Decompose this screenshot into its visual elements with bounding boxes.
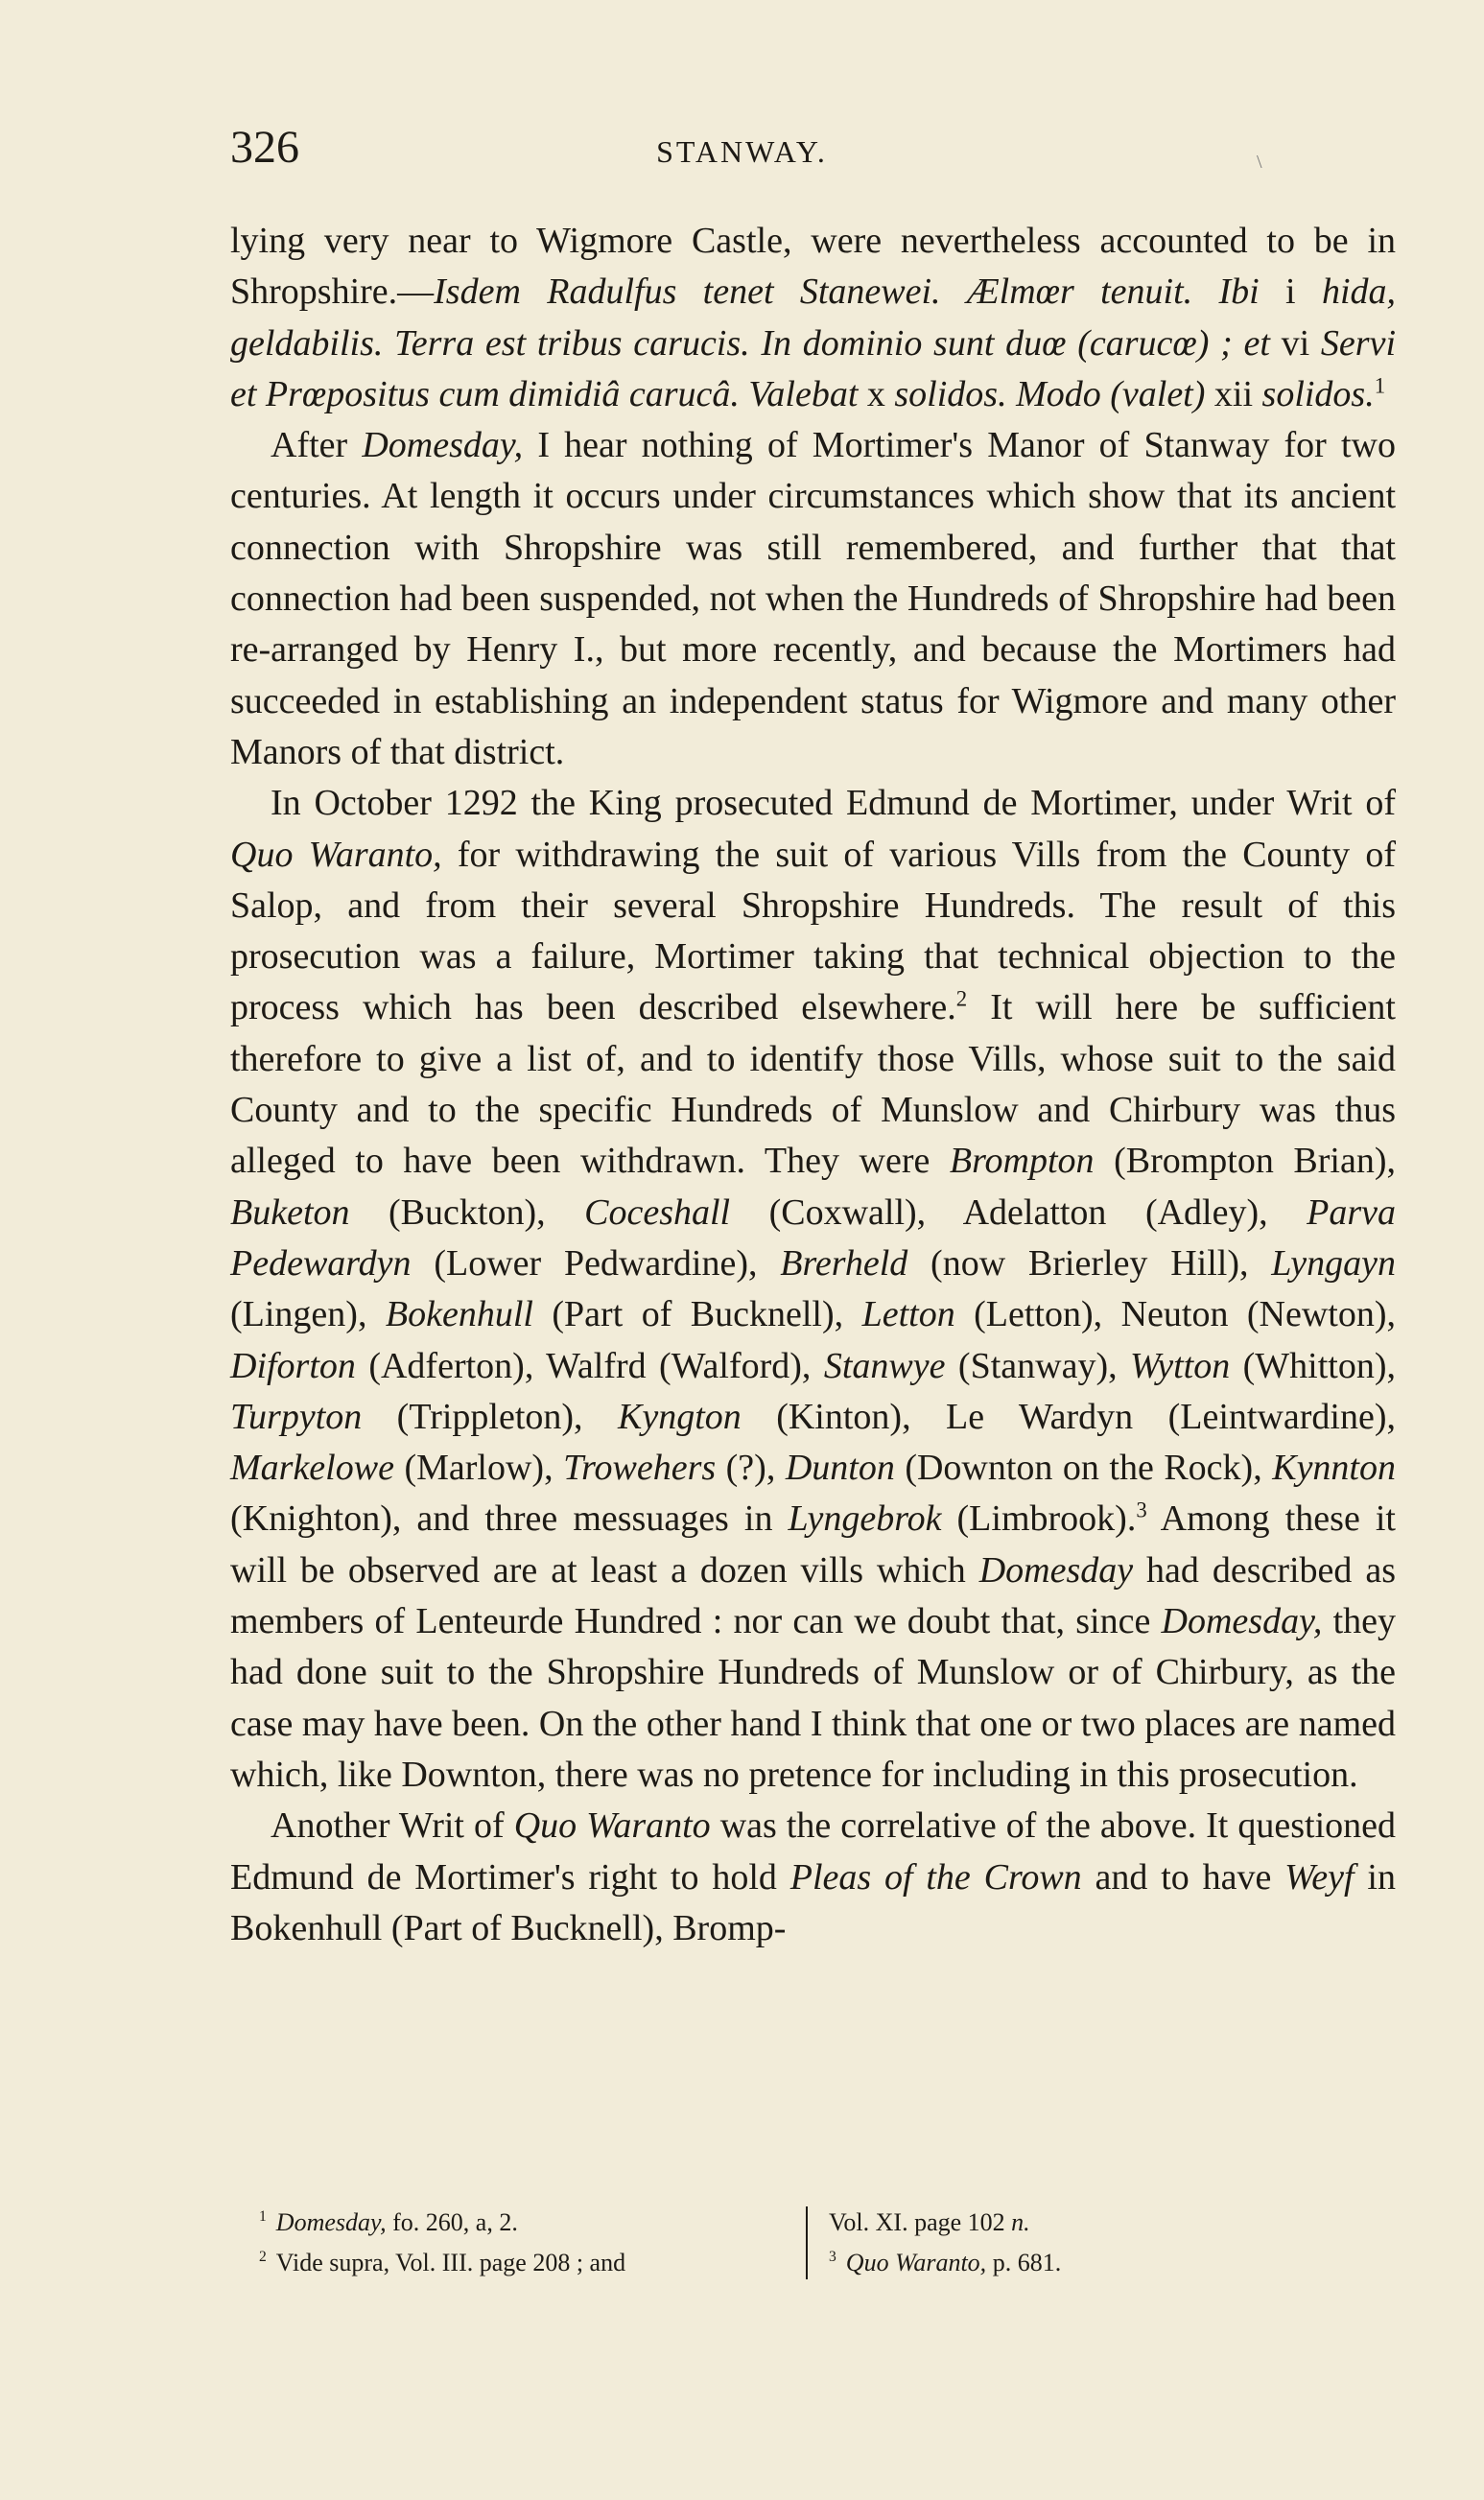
paragraph-4: Another Writ of Quo Waranto was the correlative of the above. It questioned Edmund de Mortimer's right to hold Pleas of the Crown and to have Weyf in Bokenhull (Part of Bucknell), Bromp- <box>230 1805 1396 1948</box>
footnote-divider <box>806 2206 808 2279</box>
paragraph-2: After Domesday, I hear nothing of Mortimer's Manor of Stanway for two centuries. At length it occurs under circumstances which show that its ancient connection with Shropshire was still remembered, and further that that connection had been suspended, not when the Hundreds of Shropshire had been re-arranged by Henry I., but more recently, and because the Mortimers had succeeded in establishing an independent status for Wigmore and many other Manors of that district. <box>230 425 1396 772</box>
footnote-ref-1: 1 <box>1374 373 1386 398</box>
footnotes <box>259 2203 1237 2283</box>
body-text <box>230 216 1396 1954</box>
footnotes-right-column <box>829 2203 1237 2283</box>
stray-mark: \ <box>1257 152 1262 173</box>
footnote-ref-2: 2 <box>955 986 968 1011</box>
page-number: 326 <box>230 122 299 173</box>
page-header <box>0 113 1484 190</box>
footnote-3: $^3$ Quo Waranto, p. 681. <box>829 2249 1062 2276</box>
paragraph-3: In October 1292 the King prosecuted Edmund de Mortimer, under Writ of Quo Waranto, for withdrawing the suit of various Vills from the County of Salop, and from their several Shropshire Hundreds. The result of this prosecution was a failure, Mortimer taking that technical objection to the process which has been described elsewhere.$^2$ It will here be sufficient therefore to give a list of, and to identify those Vills, whose suit to the said County and to the specific Hundreds of Munslow and Chirbury was thus alleged to have been withdrawn. They were Brompton (Brompton Brian), Buketon (Buckton), Coceshall (Coxwall), Adelatton (Adley), Parva Pedewardyn (Lower Pedwardine), Brerheld (now Brierley Hill), Lyngayn (Lingen), Bokenhull (Part of Bucknell), Letton (Letton), Neuton (Newton), Diforton (Adferton), Walfrd (Walford), Stanwye (Stanway), Wytton (Whitton), Turpyton (Trippleton), Kyngton (Kinton), Le Wardyn (Leintwardine), Markelowe (Marlow), Trowehers (?), Dunton (Downton on the Rock), Kynnton (Knighton), and three messuages in Lyngebrok (Limbrook).$^3$ Among these it will be observed are at least a dozen vills which Domesday had described as members of Lenteurde Hundred : nor can we doubt that, since Domesday, they had done suit to the Shropshire Hundreds of Munslow or of Chirbury, as the case may have been. On the other hand I think that one or two places are named which, like Downton, there was no pretence for including in this prosecution. <box>230 783 1397 1795</box>
footnotes-left-column <box>259 2203 796 2283</box>
footnote-1: $^1$ Domesday, fo. 260, a, 2. <box>259 2208 518 2236</box>
running-title: STANWAY. <box>656 134 828 169</box>
footnote-2: $^2$ Vide supra, Vol. III. page 208 ; and <box>259 2249 626 2276</box>
footnote-ref-3: 3 <box>1136 1498 1147 1522</box>
paragraph-1: lying very near to Wigmore Castle, were nevertheless accounted to be in Shropshire.—Isdem Radulfus tenet Stanewei. Ælmœr tenuit. Ibi i hida, geldabilis. Terra est tribus carucis. In dominio sunt duœ (carucœ) ; et vi Servi et Prœpositus cum dimidiâ carucâ. Valebat x solidos. Modo (valet) xii solidos.$^1$ <box>230 221 1396 414</box>
footnote-2-continued: Vol. XI. page 102 n. <box>829 2208 1030 2236</box>
